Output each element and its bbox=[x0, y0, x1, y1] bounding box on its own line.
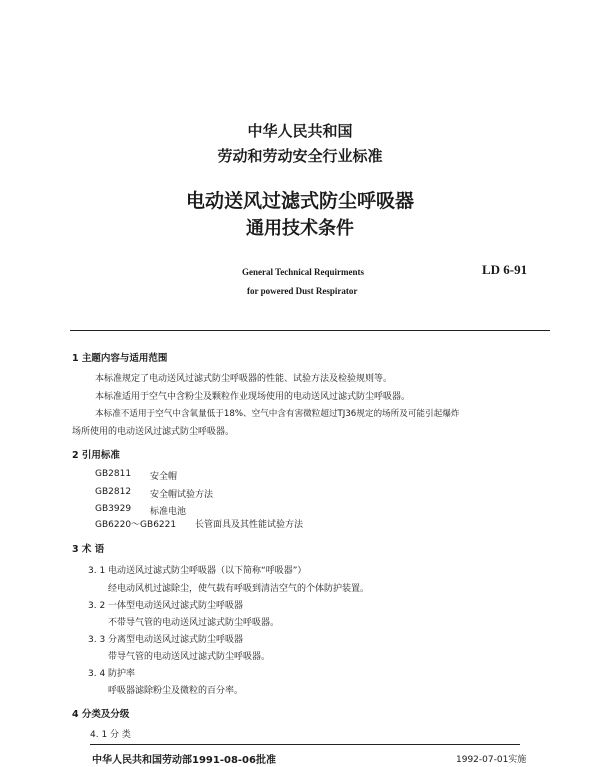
term-3-2: 3. 2 一体型电动送风过滤式防尘呼吸器 bbox=[88, 601, 244, 611]
ref-code: GB2812 bbox=[95, 487, 132, 497]
english-title-line1: General Technical Requirments bbox=[242, 267, 364, 277]
ref-code: GB6220～GB6221 bbox=[95, 520, 177, 530]
section-4-heading: 4 分类及分级 bbox=[72, 709, 130, 720]
term-3-3-definition: 带导气管的电动送风过滤式防尘呼吸器。 bbox=[108, 652, 271, 662]
standard-category: 劳动和劳动安全行业标准 bbox=[217, 147, 383, 165]
issuing-country: 中华人民共和国 bbox=[247, 122, 353, 140]
approval-statement: 中华人民共和国劳动部1991-08-06批准 bbox=[92, 755, 276, 766]
term-3-1-definition: 经电动风机过滤除尘，使气载有呼吸到清洁空气的个体防护装置。 bbox=[108, 584, 370, 594]
ref-name: 长管面具及其性能试验方法 bbox=[195, 520, 304, 530]
section-1-para-3b: 场所使用的电动送风过滤式防尘呼吸器。 bbox=[72, 427, 235, 437]
section-4-1-heading: 4. 1 分 类 bbox=[90, 730, 131, 740]
ref-code: GB3929 bbox=[95, 504, 132, 514]
ref-name: 安全帽 bbox=[150, 472, 178, 482]
section-3-heading: 3 术 语 bbox=[72, 544, 105, 555]
document-title: 电动送风过滤式防尘呼吸器 bbox=[185, 190, 414, 212]
term-3-2-definition: 不带导气管的电动送风过滤式防尘呼吸器。 bbox=[108, 618, 280, 628]
term-3-4-definition: 呼吸器滤除粉尘及微粒的百分率。 bbox=[108, 686, 244, 696]
ref-name: 标准电池 bbox=[150, 507, 187, 517]
footer-rule bbox=[90, 744, 520, 745]
section-2-heading: 2 引用标准 bbox=[72, 450, 120, 461]
section-1-para-1: 本标准规定了电动送风过滤式防尘呼吸器的性能、试验方法及检验规则等。 bbox=[95, 374, 393, 384]
ref-name: 安全帽试验方法 bbox=[150, 490, 214, 500]
implementation-date: 1992-07-01实施 bbox=[456, 755, 527, 765]
ref-code: GB2811 bbox=[95, 469, 132, 479]
section-1-para-2: 本标准适用于空气中含粉尘及颗粒作业现场使用的电动送风过滤式防尘呼吸器。 bbox=[95, 392, 411, 402]
section-1-para-3a: 本标准不适用于空气中含氧量低于18%、空气中含有害微粒超过TJ36规定的场所及可能引起爆炸 bbox=[95, 409, 460, 419]
term-3-1: 3. 1 电动送风过滤式防尘呼吸器（以下简称“呼吸器”） bbox=[88, 566, 307, 576]
section-1-heading: 1 主题内容与适用范围 bbox=[72, 353, 168, 364]
term-3-4: 3. 4 防护率 bbox=[88, 669, 136, 679]
standard-code: LD 6-91 bbox=[482, 262, 528, 277]
term-3-3: 3. 3 分离型电动送风过滤式防尘呼吸器 bbox=[88, 635, 244, 645]
header-rule bbox=[70, 330, 550, 331]
document-subtitle: 通用技术条件 bbox=[246, 218, 354, 239]
english-title-line2: for powered Dust Respirator bbox=[247, 286, 358, 296]
